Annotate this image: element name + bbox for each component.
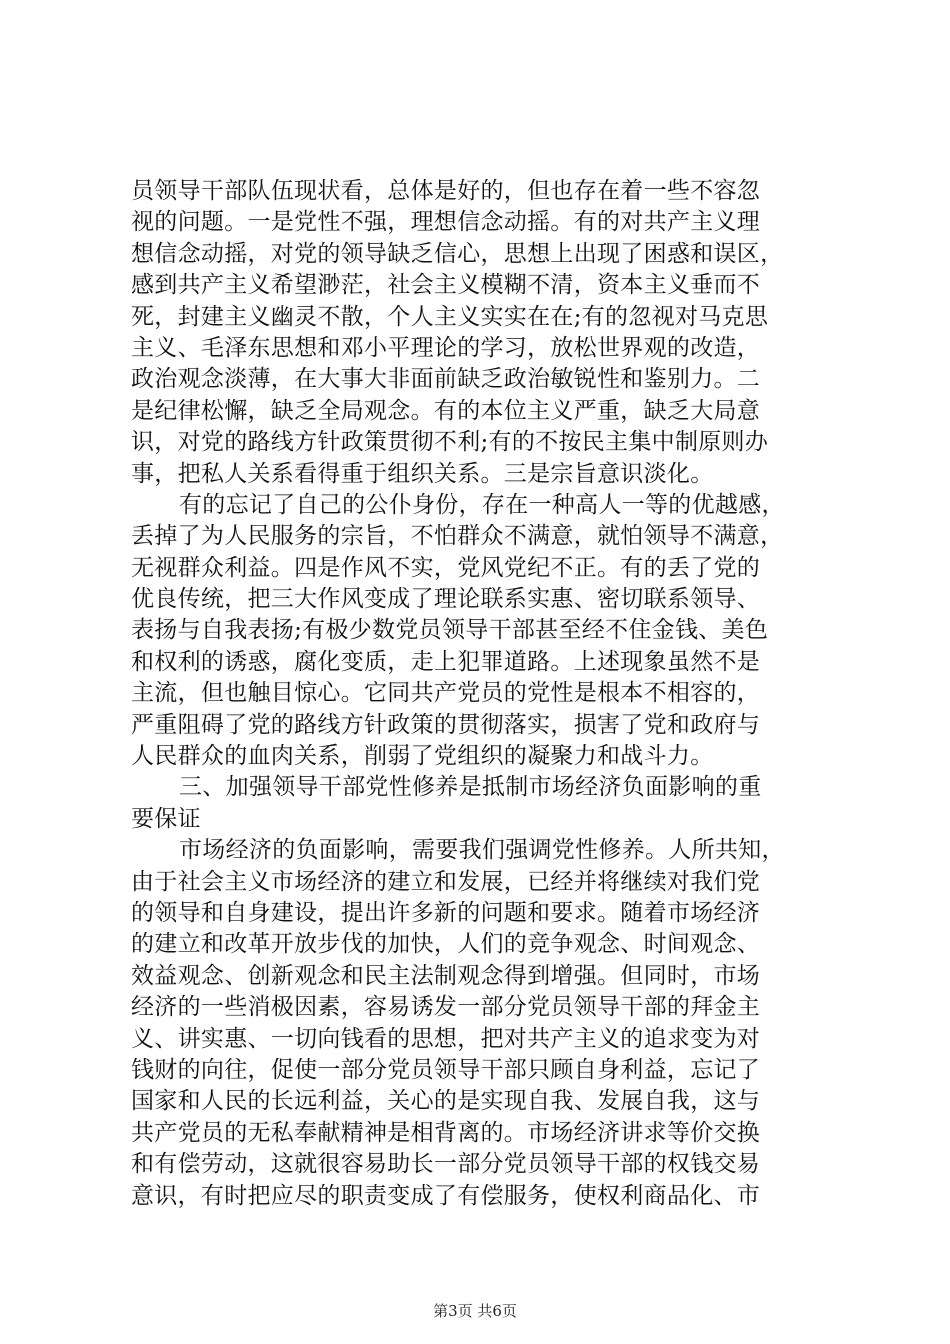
text-line: 三、加强领导干部党性修养是抵制市场经济负面影响的重 <box>179 774 762 801</box>
text-line: 严重阻碍了党的路线方针政策的贯彻落实，损害了党和政府与 <box>131 711 761 738</box>
text-line: 和有偿劳动，这就很容易助长一部分党员领导干部的权钱交易 <box>131 1151 761 1178</box>
text-line: 主义、毛泽东思想和邓小平理论的学习，放松世界观的改造， <box>131 334 761 361</box>
text-line: 想信念动摇，对党的领导缺乏信心，思想上出现了困惑和误区， <box>131 240 784 267</box>
text-line: 意识，有时把应尽的职责变成了有偿服务，使权利商品化、市 <box>131 1182 761 1209</box>
text-line: 丢掉了为人民服务的宗旨，不怕群众不满意，就怕领导不满意， <box>131 523 784 550</box>
text-line: 由于社会主义市场经济的建立和发展，已经并将继续对我们党 <box>131 868 761 895</box>
text-line: 死，封建主义幽灵不散，个人主义实实在在;有的忽视对马克思 <box>131 303 769 330</box>
text-line: 和权利的诱惑，腐化变质，走上犯罪道路。上述现象虽然不是 <box>131 648 761 675</box>
text-line: 有的忘记了自己的公仆身份，存在一种高人一等的优越感， <box>179 491 785 518</box>
text-line: 主流，但也触目惊心。它同共产党员的党性是根本不相容的， <box>131 680 761 707</box>
document-body <box>131 176 831 1212</box>
text-line: 市场经济的负面影响，需要我们强调党性修养。人所共知， <box>179 837 785 864</box>
text-line: 经济的一些消极因素，容易诱发一部分党员领导干部的拜金主 <box>131 994 761 1021</box>
text-line: 钱财的向往，促使一部分党员领导干部只顾自身利益，忘记了 <box>131 1056 761 1083</box>
text-line: 事，把私人关系看得重于组织关系。三是宗旨意识淡化。 <box>131 460 714 487</box>
text-line: 的领导和自身建设，提出许多新的问题和要求。随着市场经济 <box>131 899 761 926</box>
text-line: 是纪律松懈，缺乏全局观念。有的本位主义严重，缺乏大局意 <box>131 397 761 424</box>
text-line: 要保证 <box>131 805 201 832</box>
text-line: 识，对党的路线方针政策贯彻不利;有的不按民主集中制原则办 <box>131 429 769 456</box>
text-line: 表扬与自我表扬;有极少数党员领导干部甚至经不住金钱、美色 <box>131 617 769 644</box>
text-line: 国家和人民的长远利益，关心的是实现自我、发展自我，这与 <box>131 1088 761 1115</box>
text-line: 共产党员的无私奉献精神是相背离的。市场经济讲求等价交换 <box>131 1119 761 1146</box>
text-line: 视的问题。一是党性不强，理想信念动摇。有的对共产主义理 <box>131 209 761 236</box>
text-line: 政治观念淡薄，在大事大非面前缺乏政治敏锐性和鉴别力。二 <box>131 366 761 393</box>
text-line: 人民群众的血肉关系，削弱了党组织的凝聚力和战斗力。 <box>131 743 714 770</box>
text-line: 优良传统，把三大作风变成了理论联系实惠、密切联系领导、 <box>131 586 761 613</box>
page-footer: 第3页 共6页 <box>433 1302 517 1320</box>
text-line: 的建立和改革开放步伐的加快，人们的竞争观念、时间观念、 <box>131 931 761 958</box>
text-line: 义、讲实惠、一切向钱看的思想，把对共产主义的追求变为对 <box>131 1025 761 1052</box>
text-line: 效益观念、创新观念和民主法制观念得到增强。但同时，市场 <box>131 962 761 989</box>
text-line: 员领导干部队伍现状看，总体是好的，但也存在着一些不容忽 <box>131 178 761 204</box>
text-line: 感到共产主义希望渺茫，社会主义模糊不清，资本主义垂而不 <box>131 272 761 299</box>
text-line: 无视群众利益。四是作风不实，党风党纪不正。有的丢了党的 <box>131 554 761 581</box>
